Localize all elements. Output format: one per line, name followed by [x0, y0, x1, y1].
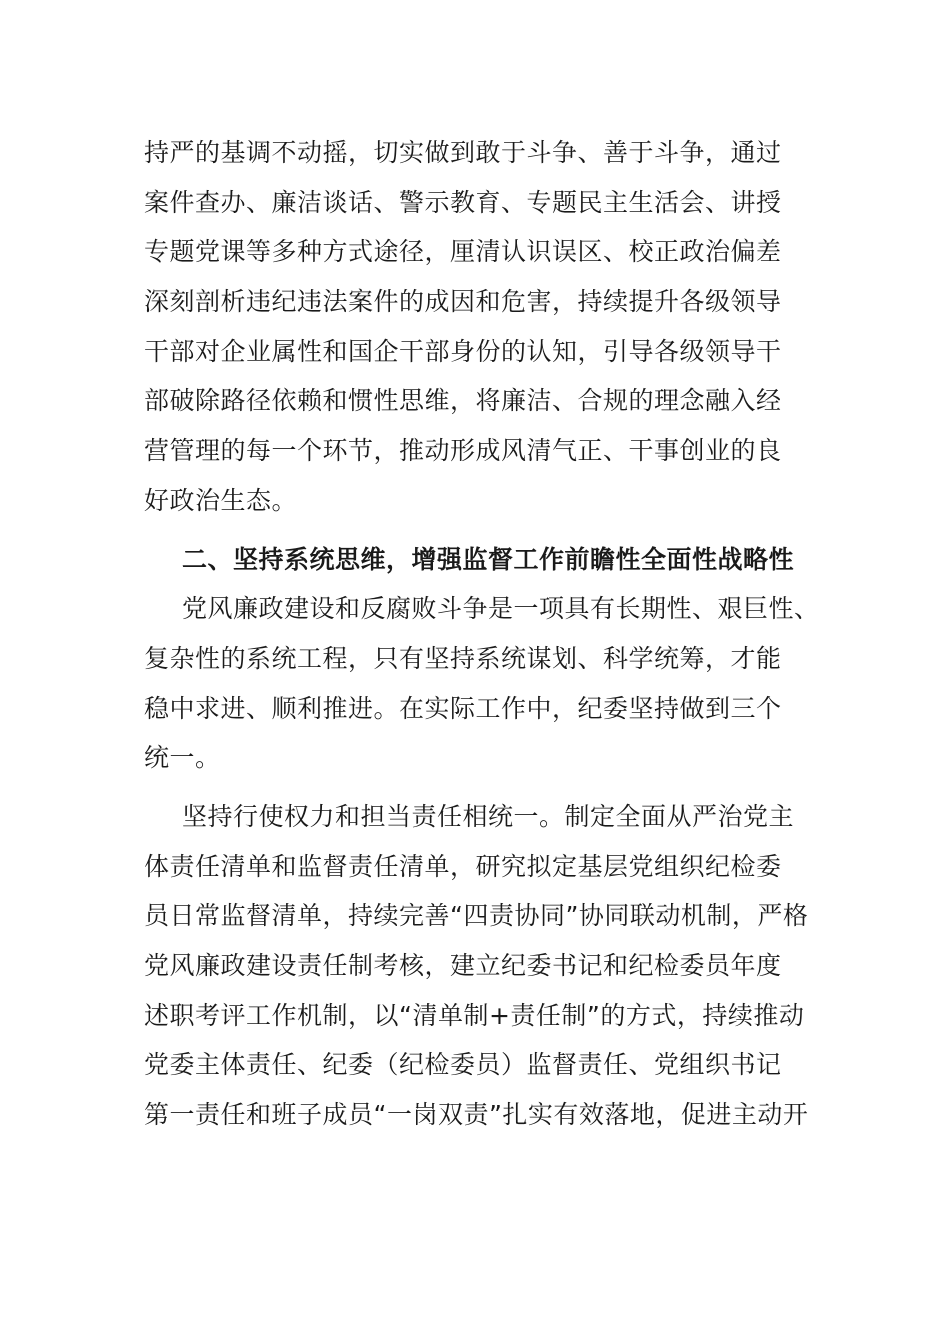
text-line: 营管理的每一个环节，推动形成风清气正、干事创业的良 — [144, 436, 782, 466]
paragraph — [144, 792, 808, 1140]
document-page — [144, 128, 820, 1140]
text-line: 统一。 — [144, 743, 221, 773]
text-line: 稳中求进、顺利推进。在实际工作中，纪委坚持做到三个 — [144, 693, 782, 723]
paragraph-continuation — [144, 128, 808, 526]
text-line: 党委主体责任、纪委（纪检委员）监督责任、党组织书记 — [144, 1050, 782, 1080]
text-line: 持严的基调不动摇，切实做到敢于斗争、善于斗争，通过 — [144, 138, 782, 167]
text-line: 部破除路径依赖和惯性思维，将廉洁、合规的理念融入经 — [144, 386, 782, 416]
section-heading — [144, 535, 808, 585]
text-line: 员日常监督清单，持续完善“四责协同”协同联动机制，严格 — [144, 901, 809, 931]
text-line: 党风廉政建设和反腐败斗争是一项具有长期性、艰巨性、 — [182, 594, 820, 624]
text-line: 专题党课等多种方式途径，厘清认识误区、校正政治偏差 — [144, 237, 782, 267]
text-line: 复杂性的系统工程，只有坚持系统谋划、科学统筹，才能 — [144, 643, 782, 673]
text-line: 案件查办、廉洁谈话、警示教育、专题民主生活会、讲授 — [144, 187, 782, 217]
text-line: 体责任清单和监督责任清单，研究拟定基层党组织纪检委 — [144, 851, 782, 881]
heading-line: 二、坚持系统思维，增强监督工作前瞻性全面性战略性 — [182, 544, 795, 574]
text-line: 干部对企业属性和国企干部身份的认知，引导各级领导干 — [144, 336, 782, 366]
text-line: 坚持行使权力和担当责任相统一。制定全面从严治党主 — [182, 801, 795, 831]
text-line: 述职考评工作机制，以“清单制+责任制”的方式，持续推动 — [144, 1000, 805, 1030]
text-line: 党风廉政建设责任制考核，建立纪委书记和纪检委员年度 — [144, 951, 782, 980]
paragraph — [144, 584, 820, 783]
text-line: 深刻剖析违纪违法案件的成因和危害，持续提升各级领导 — [144, 287, 782, 317]
text-line: 第一责任和班子成员“一岗双责”扎实有效落地，促进主动开 — [144, 1100, 809, 1130]
text-line: 好政治生态。 — [144, 485, 298, 515]
